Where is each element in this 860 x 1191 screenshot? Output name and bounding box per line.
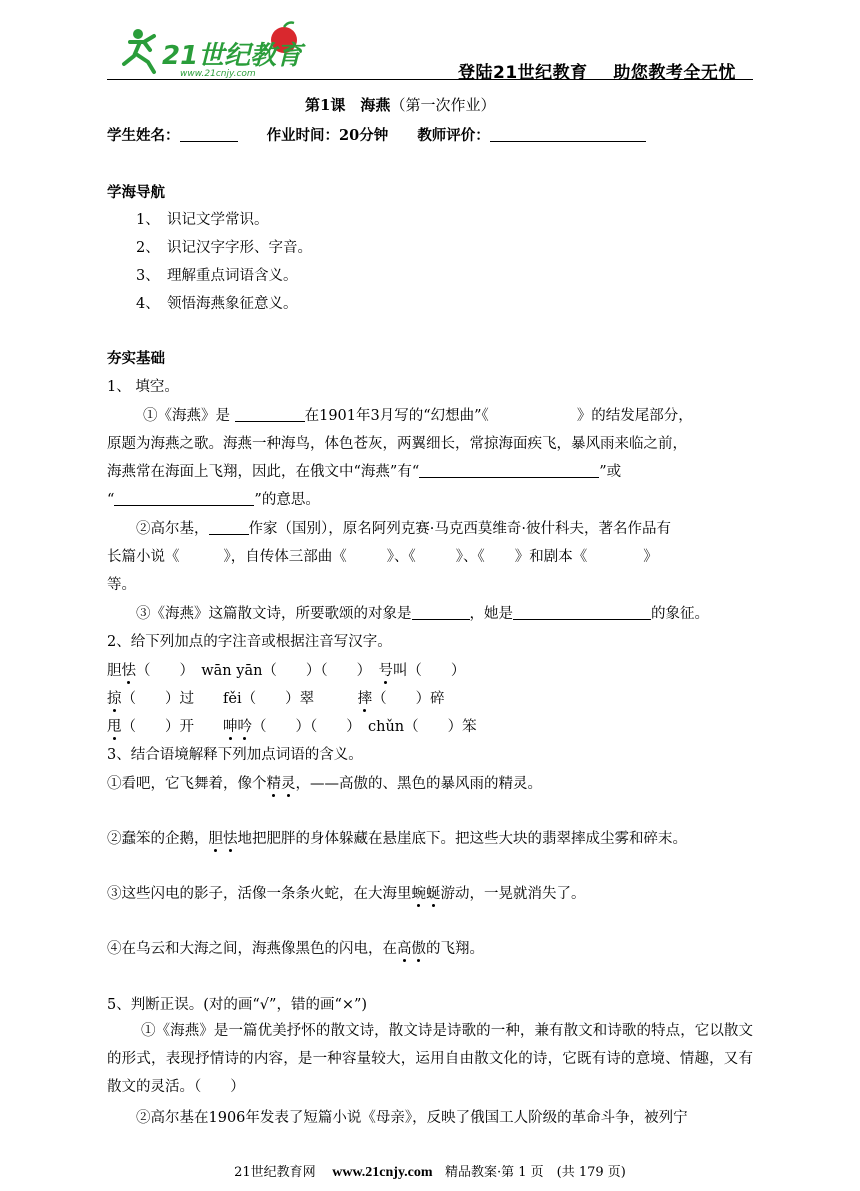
q2-row2: [107, 687, 445, 708]
text: 游动，一晃就消失了。: [440, 886, 586, 902]
basics-heading: 夯实基础: [107, 350, 165, 367]
text: （ ）过 fěi（ ）翠: [121, 691, 358, 707]
q5-item: ②高尔基在1906年发表了短篇小说《母亲》，反映了俄国工人阶级的革命斗争，被列宁: [136, 1110, 688, 1126]
q1a-line3: [107, 460, 621, 481]
q1a-line1: [143, 404, 693, 425]
dotted-char: 号: [378, 659, 393, 680]
logo-url: www.21cnjy.com: [180, 69, 256, 79]
guide-heading: 学海导航: [107, 184, 165, 201]
dotted-char: 高: [397, 937, 412, 958]
text: 在1901年3月写的“幻想曲”《: [304, 408, 489, 424]
eval-blank: [490, 127, 646, 143]
question-3: 3、结合语境解释下列加点词语的含义。: [107, 747, 363, 763]
dotted-char: 蜒: [426, 882, 441, 903]
text: 海燕常在海面上飞翔，因此，在俄文中“海燕”有“: [107, 464, 420, 480]
fill-blank: [419, 463, 599, 479]
text: 长篇小说《: [107, 549, 180, 565]
q5-item: ①《海燕》是一篇优美抒怀的散文诗，散文诗是诗歌的一种，兼有散文和诗歌的特点，它以散文的形式，表现抒情诗的内容，是一种容量较大，运用自由散文化的诗，它既有诗的意境、情趣，又有散文的灵活。（ ）: [107, 1023, 753, 1095]
footer-site: 21世纪教育网: [234, 1165, 316, 1180]
text: （ ）（ ） chǔn（ ）笨: [252, 719, 477, 735]
footer-url[interactable]: www.21cnjy.com: [332, 1165, 433, 1180]
text: ”或: [599, 464, 622, 480]
text: 》: [643, 549, 658, 565]
text: ，——高傲的、黑色的暴风雨的精灵。: [295, 776, 542, 792]
dotted-char: 摔: [358, 687, 373, 708]
logo-text: 21世纪教育: [162, 41, 303, 71]
dotted-char: 吟: [238, 715, 253, 736]
text: ”的意思。: [254, 492, 320, 508]
dotted-char: 精: [267, 772, 282, 793]
header-slogan-b: 助您教考全无忧: [613, 63, 736, 83]
question-2: 2、给下列加点的字注音或根据注音写汉字。: [107, 634, 392, 650]
q1b-line1: [136, 517, 671, 538]
lesson-subtitle: （第一次作业）: [390, 96, 496, 114]
name-blank: [180, 127, 238, 143]
text: ①《海燕》是: [143, 408, 235, 424]
dotted-char: 掠: [107, 687, 122, 708]
q2-row1: [107, 659, 465, 680]
q1a-line4: [107, 488, 320, 509]
dotted-char: 怯: [122, 659, 137, 680]
fill-blank: [412, 605, 470, 621]
dotted-char: 胆: [209, 827, 224, 848]
char: 胆: [107, 663, 122, 679]
text: 》的结发尾部分，: [576, 408, 693, 424]
q3-item: [107, 937, 484, 958]
q2-row3: [107, 715, 477, 736]
fill-blank: [235, 407, 305, 423]
dotted-char: 灵: [281, 772, 296, 793]
text: 》，自传体三部曲《: [223, 549, 347, 565]
dotted-char: 傲: [412, 937, 427, 958]
q3-item: [107, 827, 687, 848]
dotted-char: 蜿: [412, 882, 427, 903]
q1b-line3: 等。: [107, 577, 136, 593]
name-label: 学生姓名：: [107, 127, 180, 144]
text: 》、《: [386, 549, 416, 565]
lesson-title: 第1课 海燕: [305, 96, 391, 114]
text: ①看吧，它飞舞着，像个: [107, 776, 267, 792]
text: 的飞翔。: [426, 941, 484, 957]
text: ④在乌云和大海之间，海燕像黑色的闪电，在: [107, 941, 397, 957]
guide-item: 4、 领悟海燕象征意义。: [136, 296, 298, 312]
dotted-char: 怯: [223, 827, 238, 848]
fill-blank: [114, 491, 254, 507]
header-divider: [107, 79, 753, 80]
dotted-char: 甩: [107, 715, 122, 736]
q1a-line2: 原题为海燕之歌。海燕一种海鸟，体色苍灰，两翼细长，常掠海面疾飞，暴风雨来临之前，: [107, 436, 687, 452]
page-title: [305, 94, 495, 115]
guide-item: 3、 理解重点词语含义。: [136, 268, 298, 284]
text: ，她是: [469, 606, 513, 622]
text: ③《海燕》这篇散文诗，所要歌颂的对象是: [136, 606, 412, 622]
time-label: 作业时间：20分钟: [266, 127, 389, 144]
text: 的象征。: [651, 606, 709, 622]
dotted-char: 呻: [223, 715, 238, 736]
q3-item: [107, 772, 542, 793]
text: 叫（ ）: [392, 663, 466, 679]
text: ③这些闪电的影子，活像一条条火蛇，在大海里: [107, 886, 412, 902]
text: 》和剧本《: [514, 549, 588, 565]
text: ②高尔基，: [136, 521, 209, 537]
q1b-line2: [107, 545, 658, 566]
guide-item: 2、 识记汉字字形、字音。: [136, 240, 312, 256]
fill-blank: [209, 520, 249, 536]
guide-item: 1、 识记文学常识。: [136, 212, 269, 228]
text: （ ） wān yān（ ）（ ）: [136, 663, 379, 679]
page-footer: [0, 1161, 860, 1181]
fill-blank: [513, 605, 651, 621]
q3-item: [107, 882, 586, 903]
site-logo: [110, 20, 310, 80]
text: 地把肥胖的身体躲藏在悬崖底下。把这些大块的翡翠摔成尘雾和碎末。: [237, 831, 687, 847]
q1c-line: [136, 602, 709, 623]
text: “: [107, 492, 115, 508]
text: ②蠢笨的企鹅，: [107, 831, 209, 847]
text: （ ）碎: [372, 691, 445, 707]
student-info-row: [107, 124, 646, 145]
footer-page-info: 精品教案·第 1 页 (共 179 页): [444, 1165, 626, 1180]
text: 作家（国别），原名阿列克赛·马克西莫维奇·彼什科夫，著名作品有: [248, 521, 671, 537]
question-5: 5、判断正误。(对的画“√”，错的画“×”): [107, 997, 368, 1013]
header-slogan-a: 登陆21世纪教育: [458, 63, 588, 83]
text: 》、《: [455, 549, 485, 565]
question-1: 1、 填空。: [107, 379, 179, 395]
text: （ ）开: [121, 719, 223, 735]
eval-label: 教师评价：: [417, 127, 490, 144]
